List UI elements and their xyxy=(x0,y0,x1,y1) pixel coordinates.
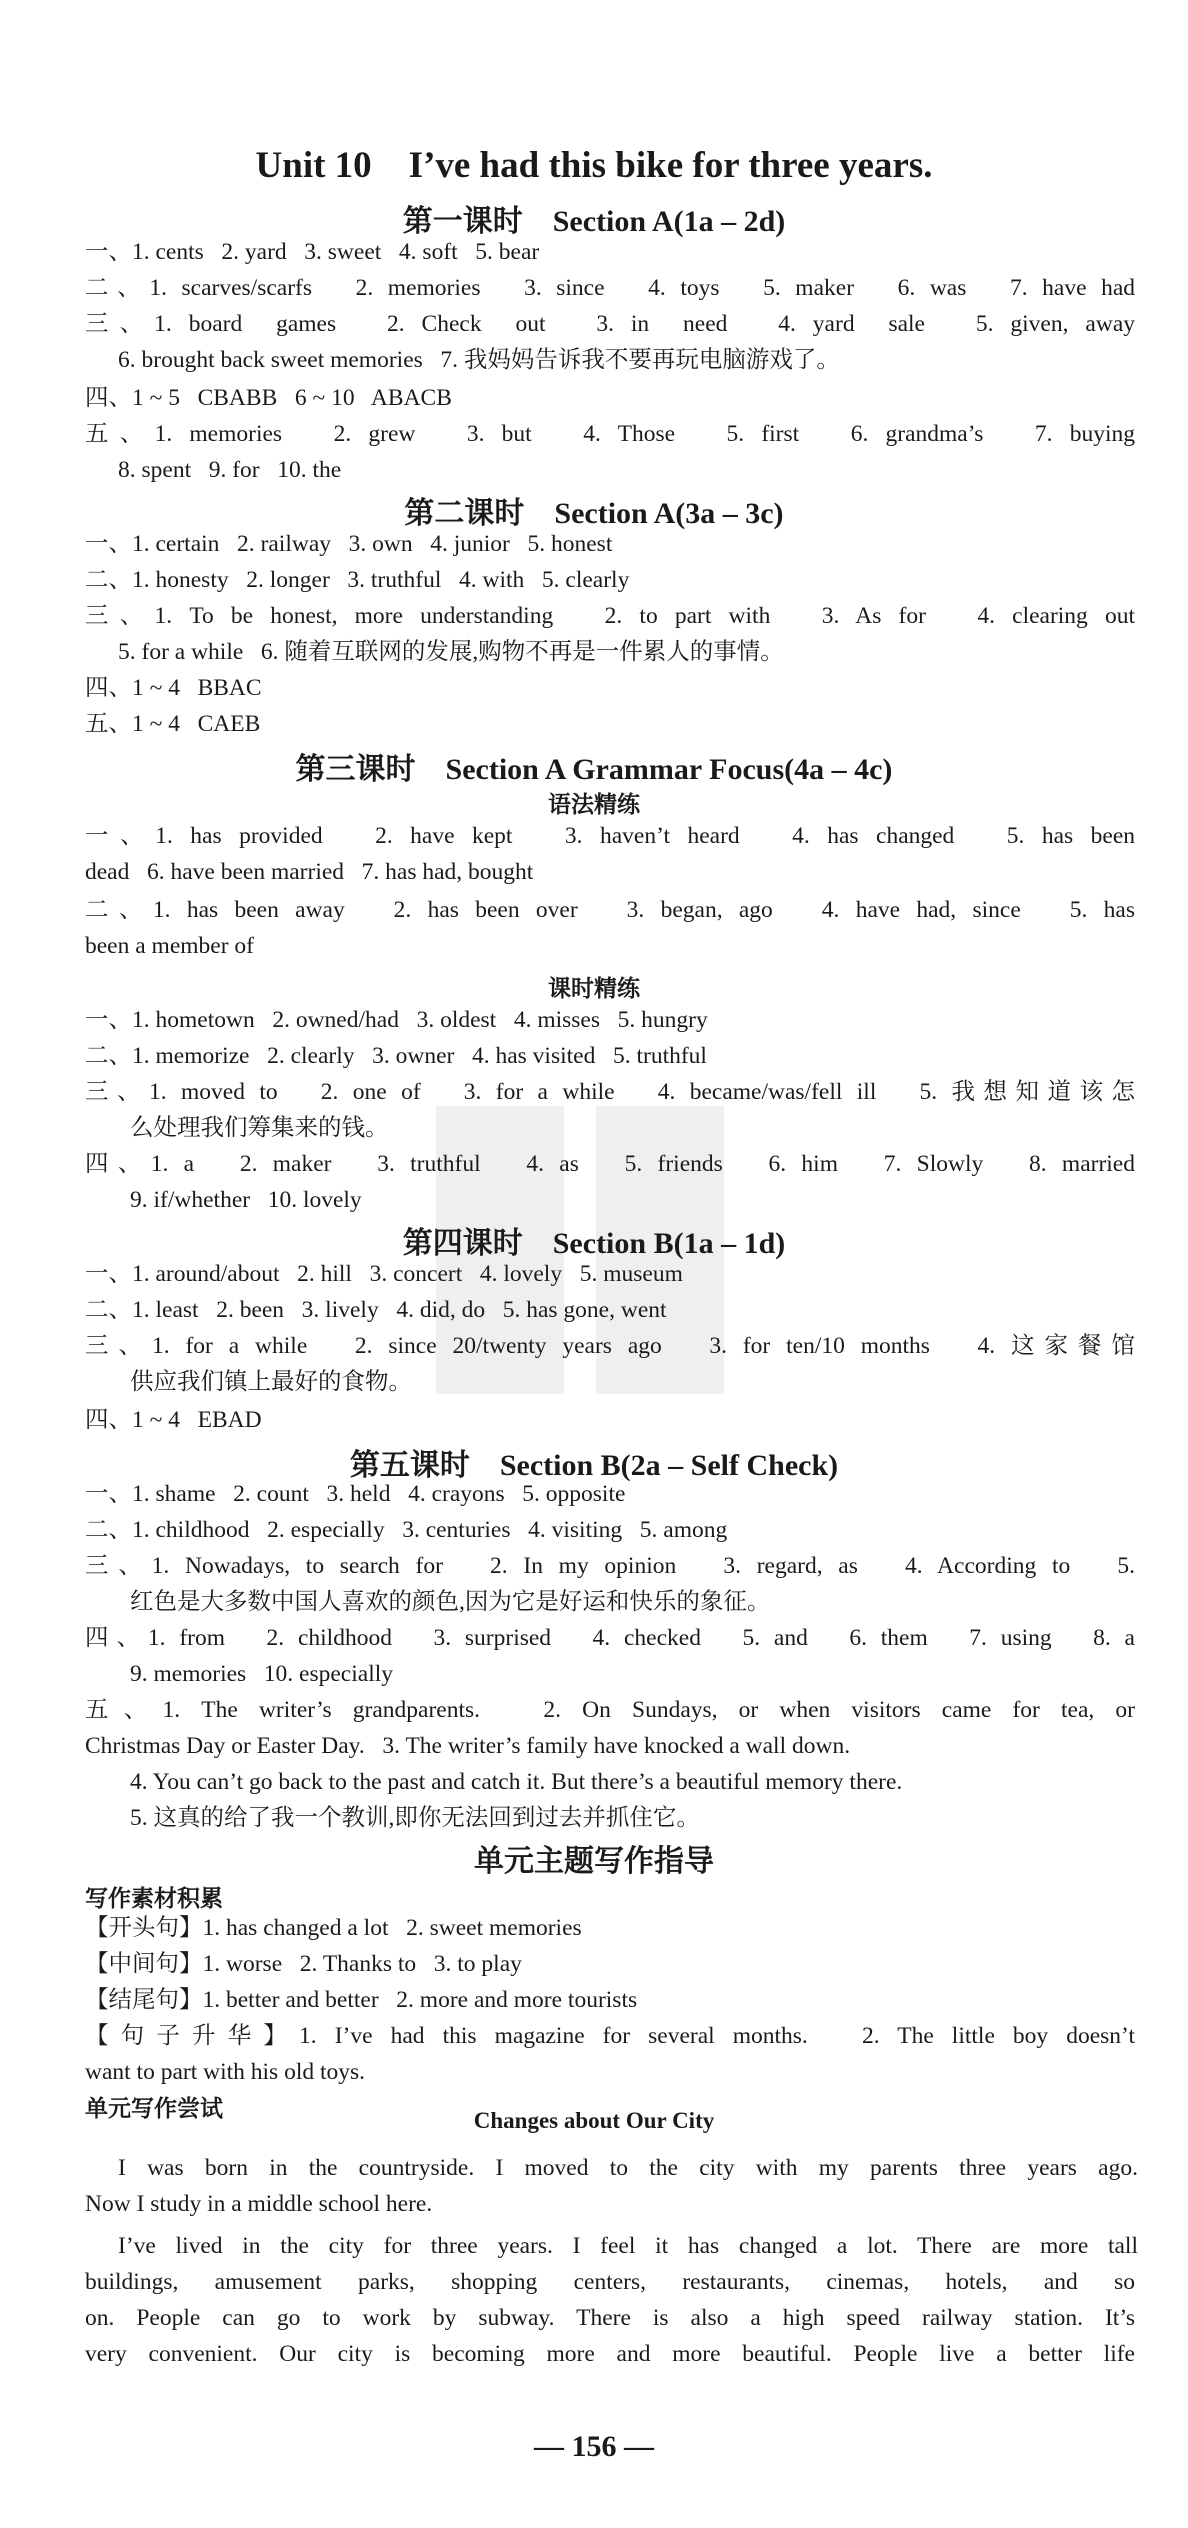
answer-line: 四、1. a 2. maker 3. truthful 4. as 5. friends 6. him 7. Slowly 8. married xyxy=(85,1151,1135,1177)
answer-line: 四、1. from 2. childhood 3. surprised 4. checked 5. and 6. them 7. using 8. a xyxy=(85,1625,1135,1651)
answer-line: 一、1. shame 2. count 3. held 4. crayons 5. opposite xyxy=(85,1481,626,1507)
essay-line: Now I study in a middle school here. xyxy=(85,2191,433,2217)
answer-line: 四、1 ~ 4 EBAD xyxy=(85,1407,262,1433)
sub-head-practice: 课时精练 xyxy=(548,976,640,1001)
answer-line: 红色是大多数中国人喜欢的颜色,因为它是好运和快乐的象征。 xyxy=(130,1589,771,1615)
material-line: 【结尾句】1. better and better 2. more and more tourists xyxy=(85,1987,638,2013)
answer-line: 一、1. hometown 2. owned/had 3. oldest 4. misses 5. hungry xyxy=(85,1007,708,1033)
answer-line: 五、1. The writer’s grandparents. 2. On Sundays, or when visitors came for tea, or xyxy=(85,1697,1135,1723)
answer-line: 五、1 ~ 4 CAEB xyxy=(85,711,261,737)
answer-line: 三、1. Nowadays, to search for 2. In my opinion 3. regard, as 4. According to 5. xyxy=(85,1553,1135,1579)
answer-line: 供应我们镇上最好的食物。 xyxy=(130,1369,412,1395)
essay-line: I was born in the countryside. I moved to the city with my parents three years ago. xyxy=(118,2155,1138,2181)
essay-line: very convenient. Our city is becoming more and more beautiful. People live a better life xyxy=(85,2341,1135,2367)
material-line: 【开头句】1. has changed a lot 2. sweet memories xyxy=(85,1915,582,1941)
essay-line: on. People can go to work by subway. There is also a high speed railway station. It’s xyxy=(85,2305,1135,2331)
answer-line: 三、1. To be honest, more understanding 2. to part with 3. As for 4. clearing out xyxy=(85,603,1135,629)
answer-line: Christmas Day or Easter Day. 3. The writer’s family have knocked a wall down. xyxy=(85,1733,851,1759)
sub-head-grammar: 语法精练 xyxy=(548,792,640,817)
answer-line: 四、1 ~ 4 BBAC xyxy=(85,675,262,701)
answer-line: 一、1. cents 2. yard 3. sweet 4. soft 5. bear xyxy=(85,239,540,265)
writing-try-head: 单元写作尝试 xyxy=(85,2096,223,2121)
section-head-1: 第一课时 Section A(1a – 2d) xyxy=(402,205,786,238)
answer-line: 二、1. memorize 2. clearly 3. owner 4. has visited 5. truthful xyxy=(85,1043,707,1069)
answer-line: 一、1. around/about 2. hill 3. concert 4. lovely 5. museum xyxy=(85,1261,683,1287)
answer-line: dead 6. have been married 7. has had, bought xyxy=(85,859,534,885)
essay-line: I’ve lived in the city for three years. I feel it has changed a lot. There are more tall xyxy=(118,2233,1138,2259)
answer-line: been a member of xyxy=(85,933,254,959)
answer-line: 9. memories 10. especially xyxy=(130,1661,393,1687)
unit-title: Unit 10 I’ve had this bike for three years. xyxy=(255,145,933,186)
answer-line: 一、1. certain 2. railway 3. own 4. junior 5. honest xyxy=(85,531,613,557)
answer-line: 一、1. has provided 2. have kept 3. haven’t heard 4. has changed 5. has been xyxy=(85,823,1135,849)
answer-line: 四、1 ~ 5 CBABB 6 ~ 10 ABACB xyxy=(85,385,452,411)
writing-guide-head: 单元主题写作指导 xyxy=(474,1845,714,1878)
essay-title: Changes about Our City xyxy=(473,2108,715,2133)
answer-line: 二、1. least 2. been 3. lively 4. did, do 5. has gone, went xyxy=(85,1297,667,1323)
answer-line: 二、1. has been away 2. has been over 3. began, ago 4. have had, since 5. has xyxy=(85,897,1135,923)
answer-line: 二、1. scarves/scarfs 2. memories 3. since 4. toys 5. maker 6. was 7. have had xyxy=(85,275,1135,301)
answer-line: 三、1. for a while 2. since 20/twenty years ago 3. for ten/10 months 4. 这家餐馆 xyxy=(85,1333,1135,1359)
material-line: 【中间句】1. worse 2. Thanks to 3. to play xyxy=(85,1951,522,1977)
answer-line: 二、1. honesty 2. longer 3. truthful 4. with 5. clearly xyxy=(85,567,630,593)
section-head-2: 第二课时 Section A(3a – 3c) xyxy=(404,497,784,530)
answer-line: 5. 这真的给了我一个教训,即你无法回到过去并抓住它。 xyxy=(130,1805,700,1831)
section-head-3: 第三课时 Section A Grammar Focus(4a – 4c) xyxy=(295,753,893,786)
answer-line: 五、1. memories 2. grew 3. but 4. Those 5. first 6. grandma’s 7. buying xyxy=(85,421,1135,447)
page-number: — 156 — xyxy=(534,2430,654,2463)
essay-line: buildings, amusement parks, shopping centers, restaurants, cinemas, hotels, and so xyxy=(85,2269,1135,2295)
material-line: want to part with his old toys. xyxy=(85,2059,366,2085)
answer-line: 二、1. childhood 2. especially 3. centuries 4. visiting 5. among xyxy=(85,1517,728,1543)
section-head-4: 第四课时 Section B(1a – 1d) xyxy=(402,1227,786,1260)
material-line: 【句子升华】1. I’ve had this magazine for several months. 2. The little boy doesn’t xyxy=(85,2023,1135,2049)
answer-line: 6. brought back sweet memories 7. 我妈妈告诉我不要再玩电脑游戏了。 xyxy=(118,347,840,373)
answer-line: 三、1. moved to 2. one of 3. for a while 4. became/was/fell ill 5. 我想知道该怎 xyxy=(85,1079,1135,1105)
answer-line: 三、1. board games 2. Check out 3. in need 4. yard sale 5. given, away xyxy=(85,311,1135,337)
answer-line: 么处理我们筹集来的钱。 xyxy=(130,1115,389,1141)
answer-line: 9. if/whether 10. lovely xyxy=(130,1187,362,1213)
answer-line: 8. spent 9. for 10. the xyxy=(118,457,342,483)
answer-line: 5. for a while 6. 随着互联网的发展,购物不再是一件累人的事情。 xyxy=(118,639,784,665)
answer-line: 4. You can’t go back to the past and catch it. But there’s a beautiful memory there. xyxy=(130,1769,903,1795)
section-head-5: 第五课时 Section B(2a – Self Check) xyxy=(349,1449,839,1482)
material-head: 写作素材积累 xyxy=(85,1886,223,1911)
